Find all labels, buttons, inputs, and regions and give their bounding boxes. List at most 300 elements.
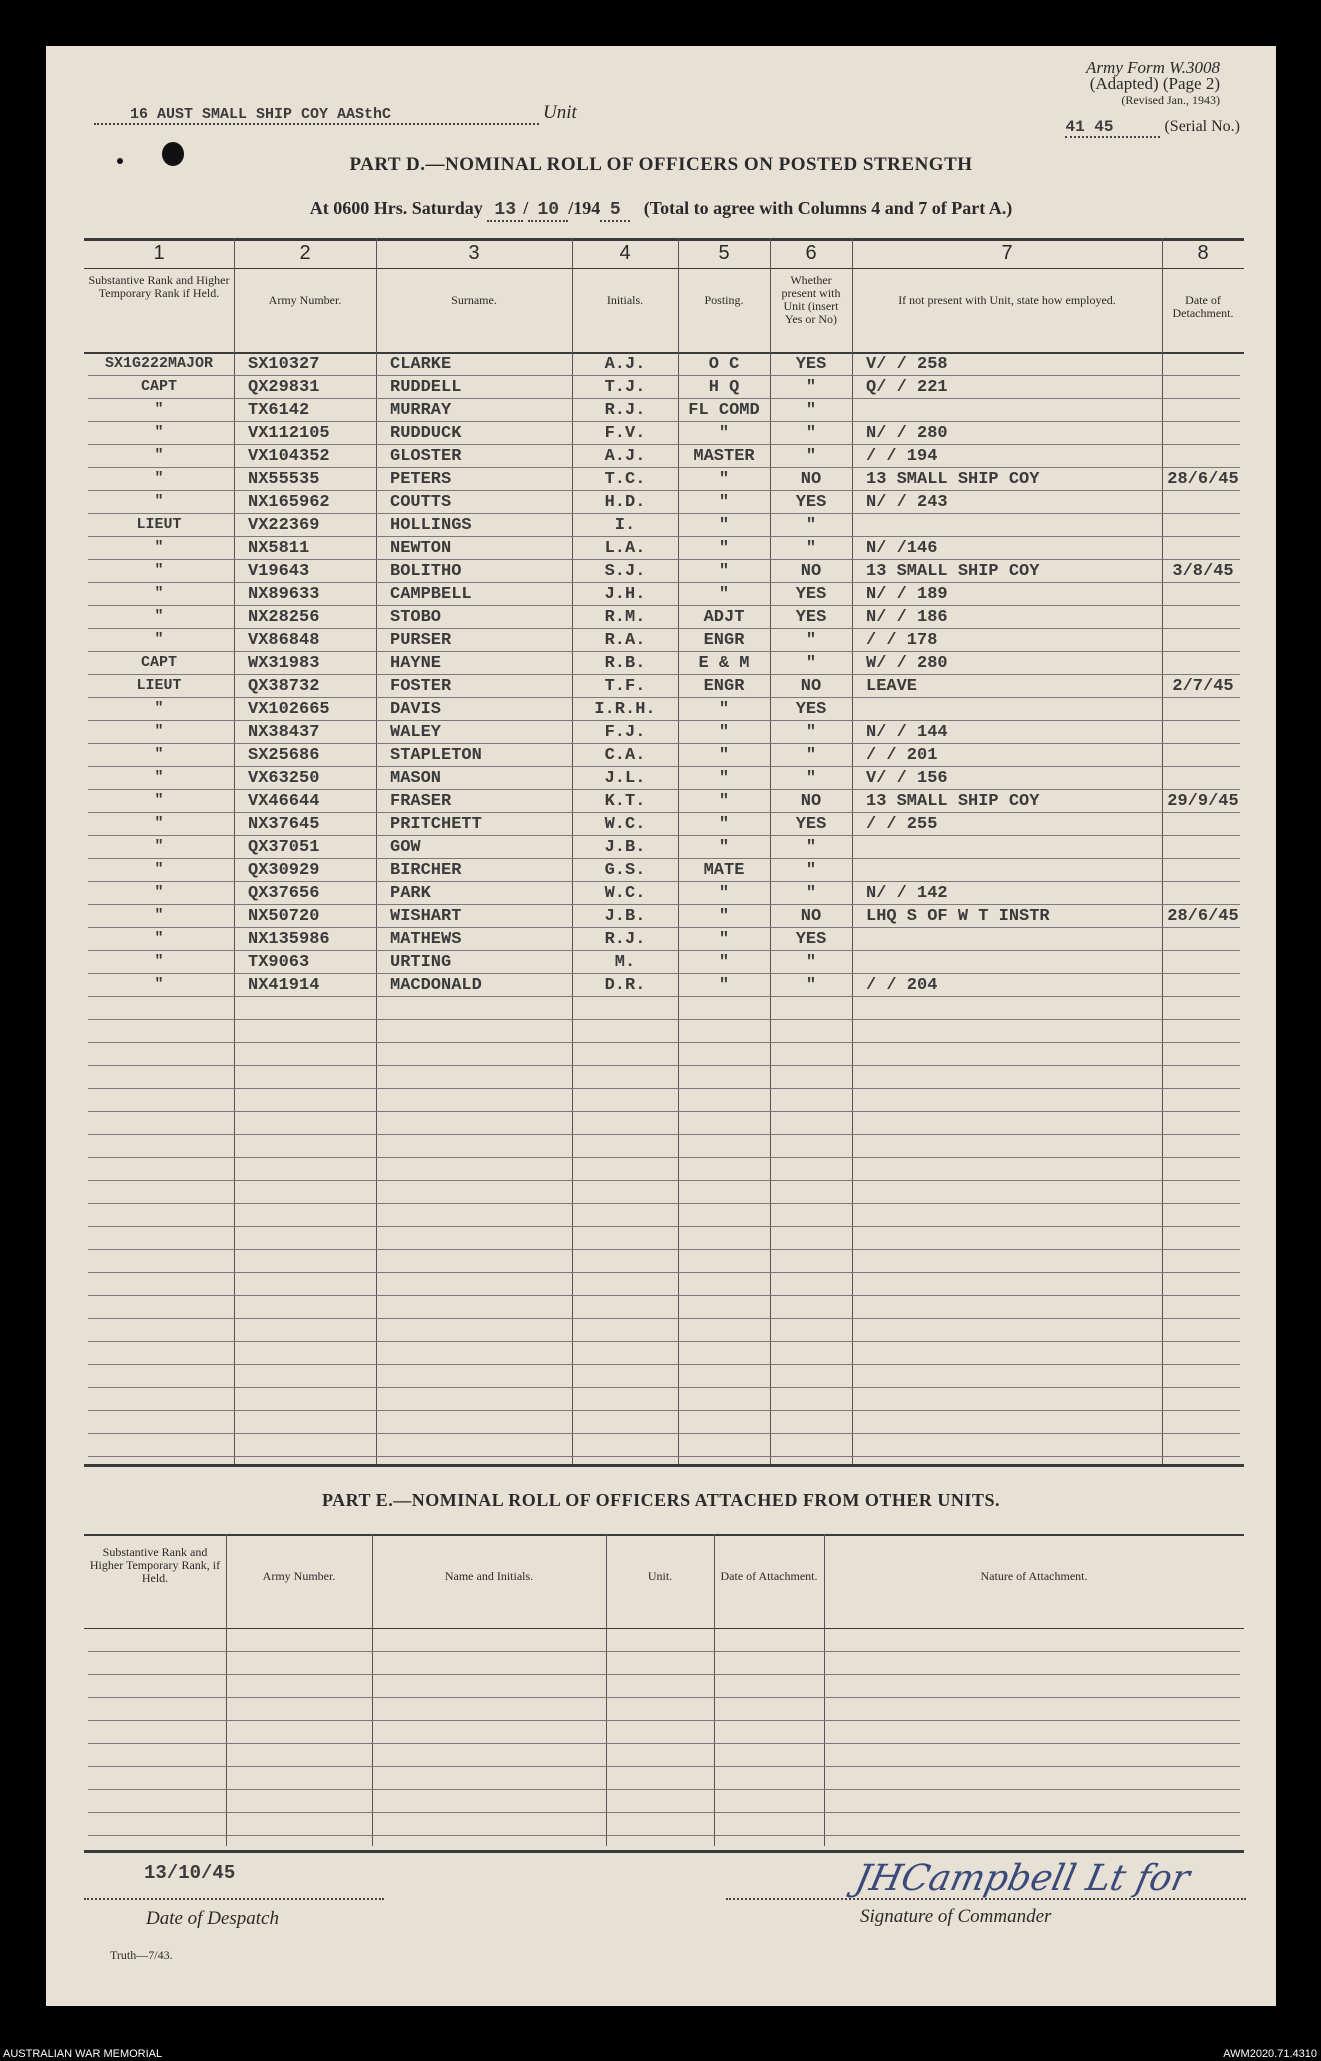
cell-surname: BIRCHER: [390, 861, 462, 880]
cell-employed: / / 255: [866, 815, 938, 834]
column-divider: [372, 1534, 373, 1846]
part-e-top-rule: [84, 1534, 1244, 1536]
table-row: [84, 378, 1244, 401]
cell-employed: N/ / 186: [866, 608, 948, 627]
cell-posting: ": [718, 562, 730, 581]
cell-number: NX135986: [248, 930, 330, 949]
cell-present: YES: [795, 700, 827, 719]
serial-label: (Serial No.): [1164, 118, 1240, 135]
cell-present: ": [805, 953, 817, 972]
cell-initials: A.J.: [604, 447, 646, 466]
table-row: [84, 907, 1244, 930]
cell-rank: CAPT: [140, 378, 177, 395]
cell-number: NX28256: [248, 608, 320, 627]
cell-present: ": [805, 838, 817, 857]
cell-surname: NEWTON: [390, 539, 452, 558]
form-adapted: (Adapted) (Page 2): [1089, 74, 1220, 93]
cell-posting: ": [718, 930, 730, 949]
table-row: [84, 516, 1244, 539]
cell-present: ": [805, 861, 817, 880]
serial-value: 41 45: [1065, 118, 1160, 138]
table-row: [84, 470, 1244, 493]
cell-number: NX165962: [248, 493, 330, 512]
cell-surname: RUDDELL: [390, 378, 462, 397]
column-divider: [824, 1534, 825, 1846]
ruled-line: [88, 1766, 1240, 1767]
header-bottom-rule: [84, 352, 1244, 354]
cell-initials: F.J.: [604, 723, 646, 742]
cell-employed: Q/ / 221: [866, 378, 948, 397]
cell-date: 29/9/45: [1167, 792, 1239, 811]
cell-employed: LEAVE: [866, 677, 918, 696]
cell-initials: M.: [614, 953, 636, 972]
cell-present: YES: [795, 608, 827, 627]
cell-posting: ": [718, 700, 730, 719]
cell-surname: MASON: [390, 769, 442, 788]
cell-present: ": [805, 401, 817, 420]
cell-rank: ": [154, 792, 164, 809]
ruled-line: [88, 1111, 1240, 1112]
table-row: [84, 953, 1244, 976]
table-row: [84, 355, 1244, 378]
cell-rank: ": [154, 562, 164, 579]
cell-present: ": [805, 654, 817, 673]
cell-surname: WISHART: [390, 907, 462, 926]
cell-surname: HOLLINGS: [390, 516, 472, 535]
column-number: 5: [718, 242, 730, 264]
cell-posting: ": [718, 976, 730, 995]
printer-imprint: Truth—7/43.: [110, 1948, 173, 1962]
cell-rank: ": [154, 723, 164, 740]
table-row: [84, 447, 1244, 470]
cell-surname: GLOSTER: [390, 447, 462, 466]
cell-posting: ": [718, 746, 730, 765]
cell-initials: S.J.: [604, 562, 646, 581]
ruled-line: [88, 1387, 1240, 1388]
cell-employed: N/ /146: [866, 539, 938, 558]
table-row: [84, 838, 1244, 861]
cell-date: 3/8/45: [1172, 562, 1234, 581]
cell-present: ": [805, 884, 817, 903]
cell-number: VX86848: [248, 631, 320, 650]
cell-initials: T.F.: [604, 677, 646, 696]
column-header: Substantive Rank and Higher Temporary Rank if Held.: [88, 273, 230, 300]
column-number: 8: [1197, 242, 1209, 264]
cell-rank: CAPT: [140, 654, 177, 671]
ruled-line: [88, 1065, 1240, 1066]
cell-surname: MACDONALD: [390, 976, 482, 995]
cell-present: ": [805, 976, 817, 995]
cell-rank: ": [154, 815, 164, 832]
cell-surname: PURSER: [390, 631, 452, 650]
cell-number: NX41914: [248, 976, 320, 995]
cell-present: ": [805, 631, 817, 650]
cell-employed: 13 SMALL SHIP COY: [866, 470, 1040, 489]
ruled-line: [88, 1157, 1240, 1158]
date-year-digit: 5: [600, 200, 630, 222]
part-e-column-header: Unit.: [647, 1569, 673, 1583]
cell-number: QX30929: [248, 861, 320, 880]
cell-present: YES: [795, 815, 827, 834]
cell-posting: ENGR: [703, 677, 745, 696]
ruled-line: [88, 1743, 1240, 1744]
cell-number: QX37656: [248, 884, 320, 903]
cell-surname: PETERS: [390, 470, 452, 489]
column-header: Whether present with Unit (insert Yes or No): [781, 273, 841, 326]
cell-rank: ": [154, 539, 164, 556]
cell-initials: J.B.: [604, 907, 646, 926]
ruled-line: [88, 1364, 1240, 1365]
cell-posting: E & M: [698, 654, 750, 673]
cell-initials: H.D.: [604, 493, 646, 512]
cell-posting: ": [718, 838, 730, 857]
part-d-title: PART D.—NOMINAL ROLL OF OFFICERS ON POSTED STRENGTH: [349, 154, 973, 175]
column-header: Date of Detachment.: [1172, 293, 1234, 320]
ruled-line: [88, 1812, 1240, 1813]
cell-employed: W/ / 280: [866, 654, 948, 673]
cell-surname: STAPLETON: [390, 746, 482, 765]
cell-date: 28/6/45: [1167, 907, 1239, 926]
cell-present: YES: [795, 585, 827, 604]
cell-employed: N/ / 243: [866, 493, 948, 512]
date-note: (Total to agree with Columns 4 and 7 of Part A.): [643, 198, 1013, 218]
form-revised: (Revised Jan., 1943): [1121, 93, 1220, 107]
table-row: [84, 493, 1244, 516]
cell-employed: N/ / 142: [866, 884, 948, 903]
cell-surname: MATHEWS: [390, 930, 462, 949]
cell-number: TX6142: [248, 401, 310, 420]
cell-surname: RUDDUCK: [390, 424, 462, 443]
cell-rank: ": [154, 608, 164, 625]
cell-posting: ": [718, 539, 730, 558]
cell-initials: J.H.: [604, 585, 646, 604]
ruled-line: [88, 1456, 1240, 1457]
cell-initials: T.J.: [604, 378, 646, 397]
column-divider: [226, 1534, 227, 1846]
cell-rank: ": [154, 401, 164, 418]
cell-rank: ": [154, 424, 164, 441]
table-row: [84, 608, 1244, 631]
cell-posting: ": [718, 585, 730, 604]
ruled-line: [88, 1226, 1240, 1227]
ruled-line: [88, 1341, 1240, 1342]
cell-surname: FRASER: [390, 792, 452, 811]
cell-employed: N/ / 189: [866, 585, 948, 604]
form-sheet: [46, 46, 1276, 2006]
column-divider: [714, 1534, 715, 1846]
cell-posting: ": [718, 792, 730, 811]
cell-number: VX112105: [248, 424, 330, 443]
cell-initials: R.M.: [604, 608, 646, 627]
table-row: [84, 861, 1244, 884]
cell-number: VX46644: [248, 792, 320, 811]
cell-rank: ": [154, 884, 164, 901]
ruled-line: [88, 1295, 1240, 1296]
cell-initials: R.J.: [604, 401, 646, 420]
cell-surname: CLARKE: [390, 355, 452, 374]
cell-surname: CAMPBELL: [390, 585, 472, 604]
cell-number: TX9063: [248, 953, 310, 972]
cell-rank: ": [154, 470, 164, 487]
part-e-header-rule: [84, 1628, 1244, 1629]
cell-present: ": [805, 447, 817, 466]
cell-number: WX31983: [248, 654, 320, 673]
cell-surname: COUTTS: [390, 493, 452, 512]
cell-surname: PARK: [390, 884, 431, 903]
cell-rank: ": [154, 838, 164, 855]
unit-value: 16 AUST SMALL SHIP COY AASthC: [94, 106, 539, 125]
ruled-line: [88, 1674, 1240, 1675]
table-row: [84, 401, 1244, 424]
column-number: 3: [468, 242, 480, 264]
cell-present: NO: [800, 470, 822, 489]
cell-initials: A.J.: [604, 355, 646, 374]
table-row: [84, 562, 1244, 585]
serial-field: [1065, 118, 1240, 138]
table-row: [84, 585, 1244, 608]
cell-number: SX25686: [248, 746, 320, 765]
ruled-line: [88, 1272, 1240, 1273]
cell-posting: ": [718, 953, 730, 972]
despatch-label: Date of Despatch: [146, 1908, 279, 1929]
cell-initials: R.A.: [604, 631, 646, 650]
commander-signature: JHCampbell Lt for: [851, 1858, 1194, 1899]
cell-rank: ": [154, 930, 164, 947]
cell-posting: MATE: [703, 861, 745, 880]
ruled-line: [88, 1720, 1240, 1721]
unit-field: [94, 102, 577, 125]
ruled-line: [88, 1651, 1240, 1652]
cell-date: 28/6/45: [1167, 470, 1239, 489]
ruled-line: [88, 1042, 1240, 1043]
cell-employed: / / 201: [866, 746, 938, 765]
cell-present: ": [805, 516, 817, 535]
cell-employed: V/ / 156: [866, 769, 948, 788]
despatch-dotted-line: [84, 1898, 384, 1900]
date-year-prefix: 194: [573, 198, 601, 218]
cell-present: ": [805, 769, 817, 788]
cell-rank: ": [154, 953, 164, 970]
cell-surname: FOSTER: [390, 677, 452, 696]
cell-posting: ": [718, 884, 730, 903]
table-row: [84, 976, 1244, 999]
ruled-line: [88, 1835, 1240, 1836]
cell-number: VX22369: [248, 516, 320, 535]
cell-employed: / / 194: [866, 447, 938, 466]
cell-initials: G.S.: [604, 861, 646, 880]
ruled-line: [88, 1697, 1240, 1698]
cell-surname: DAVIS: [390, 700, 442, 719]
part-e-column-header: Name and Initials.: [444, 1569, 534, 1583]
cell-number: QX37051: [248, 838, 320, 857]
cell-employed: N/ / 280: [866, 424, 948, 443]
cell-number: NX50720: [248, 907, 320, 926]
cell-present: ": [805, 746, 817, 765]
column-header: Surname.: [451, 293, 497, 307]
cell-number: QX38732: [248, 677, 320, 696]
cell-rank: LIEUT: [136, 677, 182, 694]
ruled-line: [88, 1180, 1240, 1181]
cell-employed: / / 204: [866, 976, 938, 995]
cell-posting: ": [718, 516, 730, 535]
cell-posting: ": [718, 470, 730, 489]
cell-surname: MURRAY: [390, 401, 452, 420]
table-row: [84, 424, 1244, 447]
cell-initials: J.B.: [604, 838, 646, 857]
cell-employed: LHQ S OF W T INSTR: [866, 907, 1050, 926]
cell-present: NO: [800, 792, 822, 811]
ruled-line: [88, 1203, 1240, 1204]
cell-employed: N/ / 144: [866, 723, 948, 742]
ruled-line: [88, 1789, 1240, 1790]
table-row: [84, 677, 1244, 700]
cell-present: ": [805, 539, 817, 558]
cell-initials: F.V.: [604, 424, 646, 443]
part-e-column-header: Nature of Attachment.: [980, 1569, 1088, 1583]
cell-rank: ": [154, 700, 164, 717]
cell-employed: 13 SMALL SHIP COY: [866, 792, 1040, 811]
cell-number: NX55535: [248, 470, 320, 489]
table-row: [84, 815, 1244, 838]
cell-number: QX29831: [248, 378, 320, 397]
ruled-line: [88, 1134, 1240, 1135]
cell-posting: ": [718, 907, 730, 926]
part-e-column-header: Army Number.: [262, 1569, 336, 1583]
table-row: [84, 792, 1244, 815]
table-row: [84, 631, 1244, 654]
column-header: Army Number.: [268, 293, 342, 307]
table-bottom-rule: [84, 1464, 1244, 1467]
table-top-rule: [84, 238, 1244, 241]
cell-rank: ": [154, 976, 164, 993]
cell-date: 2/7/45: [1172, 677, 1234, 696]
cell-initials: L.A.: [604, 539, 646, 558]
cell-number: SX10327: [248, 355, 320, 374]
ruled-line: [88, 1088, 1240, 1089]
cell-initials: I.R.H.: [594, 700, 656, 719]
cell-posting: O C: [708, 355, 740, 374]
ruled-line: [88, 1019, 1240, 1020]
cell-initials: W.C.: [604, 815, 646, 834]
despatch-value: 13/10/45: [144, 1862, 236, 1884]
archive-credit: AUSTRALIAN WAR MEMORIAL: [3, 2048, 163, 2060]
cell-number: NX37645: [248, 815, 320, 834]
table-row: [84, 700, 1244, 723]
archive-reference: AWM2020.71.4310: [1223, 2048, 1317, 2060]
cell-initials: D.R.: [604, 976, 646, 995]
column-header: If not present with Unit, state how employed.: [898, 293, 1116, 307]
cell-posting: ADJT: [703, 608, 745, 627]
ruled-line: [88, 1318, 1240, 1319]
cell-number: VX63250: [248, 769, 320, 788]
part-d-date-line: At 0600 Hrs. Saturday 13 / 10 /194 5 (Total to agree with Columns 4 and 7 of Part A.): [309, 198, 1013, 220]
table-row: [84, 930, 1244, 953]
cell-present: ": [805, 723, 817, 742]
cell-initials: W.C.: [604, 884, 646, 903]
cell-initials: T.C.: [604, 470, 646, 489]
cell-initials: K.T.: [604, 792, 646, 811]
cell-initials: R.B.: [604, 654, 646, 673]
cell-initials: I.: [614, 516, 636, 535]
cell-surname: PRITCHETT: [390, 815, 482, 834]
cell-present: ": [805, 378, 817, 397]
cell-posting: ": [718, 769, 730, 788]
cell-surname: HAYNE: [390, 654, 442, 673]
part-e-column-header: Substantive Rank and Higher Temporary Rank, if Held.: [89, 1545, 221, 1585]
cell-rank: ": [154, 447, 164, 464]
cell-present: NO: [800, 907, 822, 926]
cell-rank: ": [154, 493, 164, 510]
cell-rank: ": [154, 746, 164, 763]
column-divider: [606, 1534, 607, 1846]
ruled-line: [88, 1410, 1240, 1411]
table-row: [84, 884, 1244, 907]
column-number: 7: [1001, 242, 1013, 264]
column-header: Posting.: [704, 293, 744, 307]
cell-initials: J.L.: [604, 769, 646, 788]
ruled-line: [88, 1249, 1240, 1250]
column-number: 4: [619, 242, 631, 264]
part-e-column-header: Date of Attachment.: [720, 1569, 818, 1583]
cell-surname: BOLITHO: [390, 562, 462, 581]
cell-rank: ": [154, 631, 164, 648]
ruled-line: [88, 1433, 1240, 1434]
cell-present: YES: [795, 355, 827, 374]
cell-number: NX5811: [248, 539, 310, 558]
signature-label: Signature of Commander: [860, 1906, 1052, 1927]
cell-employed: V/ / 258: [866, 355, 948, 374]
cell-surname: STOBO: [390, 608, 442, 627]
cell-initials: C.A.: [604, 746, 646, 765]
table-row: [84, 654, 1244, 677]
cell-rank: ": [154, 769, 164, 786]
cell-surname: URTING: [390, 953, 452, 972]
cell-number: V19643: [248, 562, 310, 581]
column-number-rule: [84, 268, 1244, 269]
cell-present: NO: [800, 677, 822, 696]
table-row: [84, 746, 1244, 769]
cell-present: ": [805, 424, 817, 443]
cell-present: YES: [795, 493, 827, 512]
cell-surname: GOW: [390, 838, 421, 857]
footer-rule: [84, 1850, 1244, 1853]
form-name: Army Form W.3008: [1086, 58, 1220, 77]
column-number: 6: [805, 242, 817, 264]
cell-number: NX38437: [248, 723, 320, 742]
date-day: 13: [487, 200, 523, 222]
column-header: Initials.: [606, 293, 644, 307]
cell-posting: FL COMD: [688, 401, 760, 420]
cell-posting: ": [718, 493, 730, 512]
unit-label: Unit: [543, 102, 577, 123]
cell-number: VX104352: [248, 447, 330, 466]
cell-rank: SX1G222MAJOR: [104, 355, 214, 372]
column-number: 1: [153, 242, 165, 264]
signature-dotted-line: [726, 1898, 1246, 1900]
cell-initials: R.J.: [604, 930, 646, 949]
table-row: [84, 769, 1244, 792]
cell-posting: MASTER: [693, 447, 755, 466]
cell-posting: ": [718, 723, 730, 742]
date-month: 10: [528, 200, 568, 222]
cell-number: VX102665: [248, 700, 330, 719]
cell-posting: ": [718, 815, 730, 834]
cell-employed: 13 SMALL SHIP COY: [866, 562, 1040, 581]
date-prefix: At 0600 Hrs. Saturday: [309, 198, 483, 218]
cell-posting: ENGR: [703, 631, 745, 650]
cell-rank: ": [154, 585, 164, 602]
cell-present: NO: [800, 562, 822, 581]
